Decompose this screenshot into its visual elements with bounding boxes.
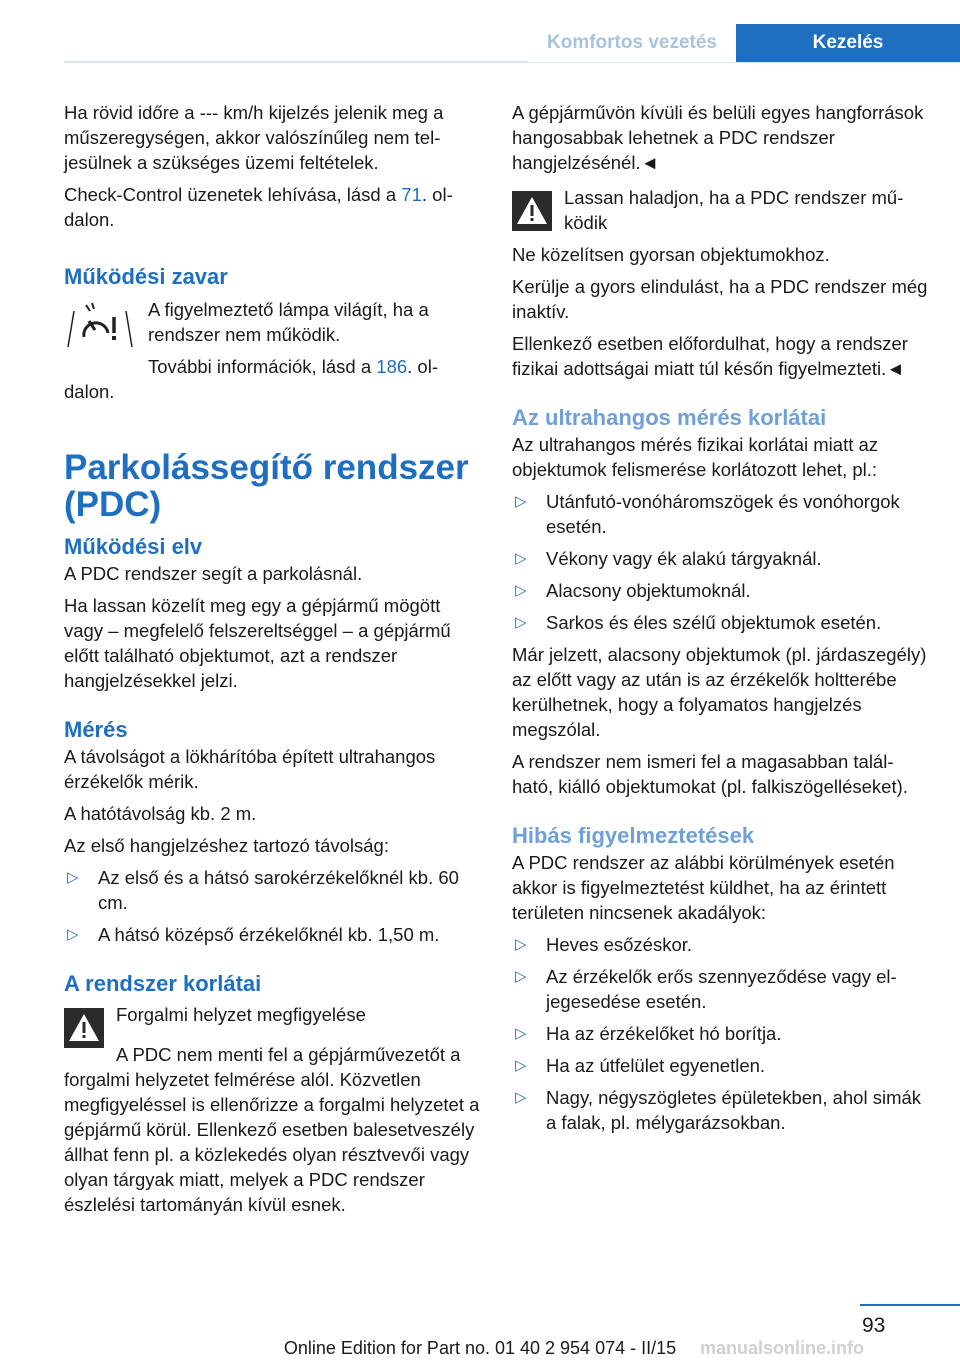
paragraph: Ha rövid időre a --- km/h kijelzés jelenik meg a műszeregységen, akkor valószínűleg nem teljesülnek a szükséges üzemi feltételek. xyxy=(64,102,444,173)
list-item: ▷ Alacsony objektumoknál. xyxy=(512,578,928,603)
list-item: ▷ A hátsó középső érzékelőknél kb. 1,50 m. xyxy=(64,922,480,947)
section-heading: Mérés xyxy=(64,717,128,742)
list-item: ▷ Heves esőzéskor. xyxy=(512,932,928,957)
paragraph: Az első hangjelzéshez tartozó távolság: xyxy=(64,835,389,856)
section-heading: Működési elv xyxy=(64,534,203,559)
page-link[interactable]: 71 xyxy=(401,184,422,205)
section-heading: A rendszer korlátai xyxy=(64,971,262,996)
watermark: manualsonline.info xyxy=(700,1338,865,1358)
list-item: ▷ Ha az érzékelőket hó borítja. xyxy=(512,1021,928,1046)
section-heading: Hibás figyelmeztetések xyxy=(512,823,755,848)
bullet-list xyxy=(512,489,928,635)
section-heading: Működési zavar xyxy=(64,264,228,289)
bullet-list xyxy=(512,932,928,1135)
paragraph: Már jelzett, alacsony objektumok (pl. járdaszegély) az előtt vagy az után is az érzékelők holtterébe kerülhetnek, hogy a folyamatos hangjelzés megszólal. xyxy=(512,644,927,740)
paragraph: Az ultrahangos mérés fizikai korlátai miatt az objektumok felismerése korlátozott lehet, pl.: xyxy=(512,434,879,480)
paragraph: A rendszer nem ismeri fel a magasabban található, kiálló objektumokat (pl. falkiszögelléseket). xyxy=(512,751,908,797)
list-item: ▷ Az érzékelők erős szennyeződése vagy eljegesedése esetén. xyxy=(512,964,928,1014)
warning-title: Forgalmi helyzet megfigyelése xyxy=(116,1004,366,1025)
footer-rule xyxy=(860,1304,960,1306)
pdc-fault-icon xyxy=(64,297,136,353)
paragraph-more-info: További információk, lásd a 186. oldalon. xyxy=(64,356,439,402)
paragraph: Ne közelítsen gyorsan objektumokhoz. xyxy=(512,244,830,265)
list-item: ▷ Sarkos és éles szélű objektumok esetén. xyxy=(512,610,928,635)
warning-triangle-icon xyxy=(64,1008,104,1048)
list-item: ▷ Vékony vagy ék alakú tárgyaknál. xyxy=(512,546,928,571)
header-chapter-tab[interactable]: Kezelés xyxy=(736,24,960,62)
right-column xyxy=(512,100,928,1142)
paragraph: Ha lassan közelít meg egy a gépjármű mögött vagy – megfelelő felszereltséggel – a gépjármű előtt található objektumot, azt a rendszer hangjelzésekkel jelzi. xyxy=(64,595,451,691)
warning-block xyxy=(512,185,928,235)
paragraph-checkcontrol: Check-Control üzenetek lehívása, lásd a 71. oldalon. xyxy=(64,184,453,230)
paragraph: A PDC rendszer az alábbi körülmények esetén akkor is figyelmeztetést küldhet, ha az érintett területen nincsenek akadályok: xyxy=(512,852,895,923)
warning-text: A PDC nem menti fel a gépjárművezetőt a forgalmi helyzetet felmérése alól. Közvetlen megfigyeléssel is ellenőrizze a forgalmi helyzetet a gépjármű körül. Ellenkező esetben balesetveszély állhat fenn pl. a közlekedés olyan résztvevői vagy olyan tárgyak miatt, melyek a PDC rendszer észlelési tartományán kívül esnek. xyxy=(64,1044,480,1215)
paragraph: A hatótávolság kb. 2 m. xyxy=(64,803,257,824)
paragraph: Ellenkező esetben előfordulhat, hogy a rendszer fizikai adottságai miatt túl későn figyelmezteti.◄ xyxy=(512,333,908,379)
bullet-list xyxy=(64,865,480,947)
warning-title: Lassan haladjon, ha a PDC rendszer működik xyxy=(564,187,904,233)
fault-block xyxy=(64,297,480,347)
list-item: ▷ Az első és a hátsó sarokérzékelőknél kb. 60 cm. xyxy=(64,865,480,915)
page-number: 93 xyxy=(862,1314,886,1337)
left-column xyxy=(64,100,480,1224)
edition-line: Online Edition for Part no. 01 40 2 954 074 - II/15 xyxy=(283,1338,677,1358)
fault-text: A figyelmeztető lámpa világít, ha a rendszer nem működik. xyxy=(148,299,429,345)
paragraph: A PDC rendszer segít a parkolásnál. xyxy=(64,563,363,584)
header-section-tab[interactable]: Komfortos vezetés xyxy=(528,24,736,62)
list-item: ▷ Utánfutó-vonóháromszögek és vonóhorgok esetén. xyxy=(512,489,928,539)
warning-block xyxy=(64,1002,480,1046)
list-item: ▷ Nagy, négyszögletes épületekben, ahol simák a falak, pl. mélygarázsokban. xyxy=(512,1085,928,1135)
paragraph: Kerülje a gyors elindulást, ha a PDC rendszer még inaktív. xyxy=(512,276,928,322)
paragraph: A gépjárművön kívüli és belüli egyes hangforrások hangosabbak lehetnek a PDC rendszer hangjelzésénél.◄ xyxy=(512,102,924,173)
paragraph: A távolságot a lökhárítóba épített ultrahangos érzékelők mérik. xyxy=(64,746,436,792)
page-link[interactable]: 186 xyxy=(376,356,408,377)
list-item: ▷ Ha az útfelület egyenetlen. xyxy=(512,1053,928,1078)
chapter-title: Parkolássegítő rendszer (PDC) xyxy=(64,448,469,524)
section-heading: Az ultrahangos mérés korlátai xyxy=(512,405,827,430)
warning-triangle-icon xyxy=(512,191,552,231)
